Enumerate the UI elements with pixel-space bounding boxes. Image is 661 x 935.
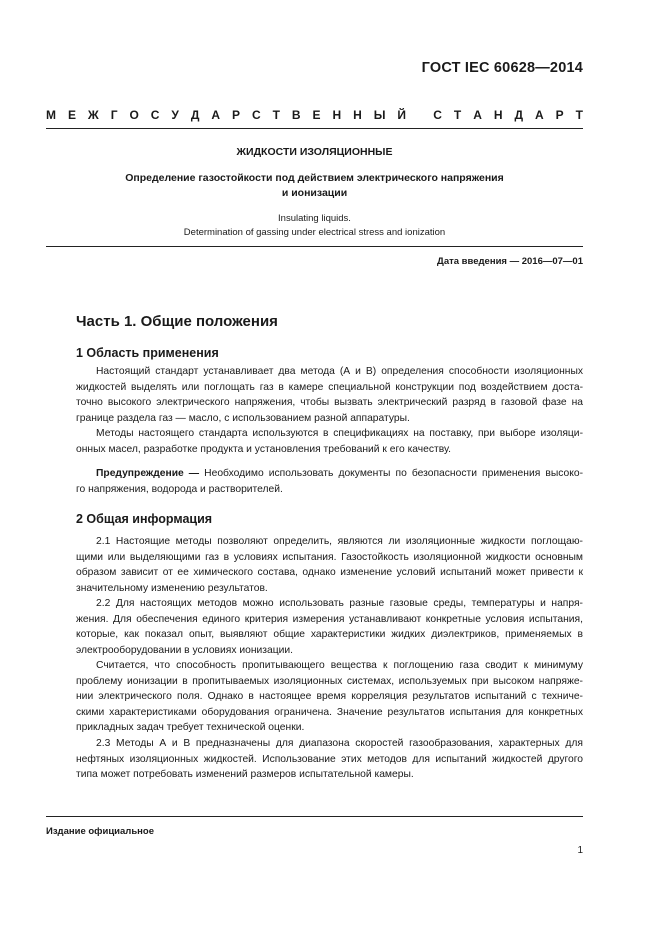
introduction-date: Дата введения — 2016—07—01	[437, 256, 583, 267]
text-line: образом зависит от ее химического состава, однако изменение условий испытаний может привести к	[76, 567, 583, 578]
banner-letter: Г	[110, 108, 118, 122]
page-number: 1	[577, 845, 583, 856]
text-line: скими характеристиками оборудования ограничена. Значение результатов испытания для конкретных	[76, 706, 583, 718]
banner-letter: Е	[312, 108, 321, 122]
text-line: типа может потребовать изменений размеров испытательной камеры.	[76, 769, 414, 780]
section-1-paragraph-1	[76, 364, 583, 426]
banner-letter: Т	[453, 108, 462, 122]
banner-letter: С	[150, 108, 160, 122]
banner-letter: Н	[493, 108, 503, 122]
banner-letter: Н	[353, 108, 362, 122]
banner-letter: А	[211, 108, 221, 122]
text-line: нии электрического поля. Однако в настоящее время корреляция результатов испытаний с техниче-	[76, 691, 583, 702]
clause-2-1	[76, 534, 583, 596]
warning-text: Необходимо использовать документы по безопасности применения высоко-	[199, 468, 583, 479]
banner-letter: Т	[272, 108, 280, 122]
document-title: ЖИДКОСТИ ИЗОЛЯЦИОННЫЕ	[236, 146, 393, 158]
banner-letter: Н	[332, 108, 342, 122]
banner-letter: Ж	[87, 108, 99, 122]
banner-letter: С	[251, 108, 261, 122]
text-line: Методы настоящего стандарта используются в спецификациях на поставку, при выборе изоляци-	[96, 428, 583, 439]
warning-label: Предупреждение —	[96, 468, 200, 479]
standard-number: ГОСТ IEC 60628—2014	[421, 60, 583, 76]
banner-gap	[418, 108, 421, 122]
document-subtitle	[46, 171, 583, 201]
clause-2-2-continued	[76, 658, 583, 736]
banner-letter: В	[291, 108, 301, 122]
section-1-paragraph-2	[76, 426, 583, 457]
interstate-standard-banner	[46, 108, 583, 122]
text-line: точно высокого электрического напряжения, чтобы вызвать электрический разряд в газовой фазе на	[76, 397, 583, 408]
english-title-line: Insulating liquids.	[278, 213, 351, 224]
banner-letter: Е	[67, 108, 76, 122]
text-line: 2.2 Для настоящих методов можно использовать разные газовые среды, температуры и напря-	[96, 598, 583, 609]
section-1-heading: 1 Область применения	[76, 346, 219, 360]
text-line: го напряжения, водорода и растворителей.	[76, 483, 283, 495]
english-title-line: Determination of gassing under electrical stress and ionization	[183, 227, 446, 238]
official-edition-label: Издание официальное	[46, 826, 154, 837]
text-line: 2.1 Настоящие методы позволяют определить, являются ли изоляционные жидкости поглощаю-	[96, 536, 583, 547]
text-line: щими или выделяющими газ в условиях испытания. Газостойкость изоляционной жидкости основным	[76, 551, 583, 563]
section-2-heading: 2 Общая информация	[76, 512, 213, 526]
clause-2-3	[76, 736, 583, 783]
text-line: нефтяных изоляционных жидкостей. Использование этих методов для испытаний жидкостей другого	[76, 753, 583, 765]
english-title	[46, 212, 583, 240]
banner-letter: Й	[397, 108, 407, 122]
text-line: онных масел, разработке продукта и установления требований к его качеству.	[76, 443, 451, 455]
title-rule	[46, 246, 583, 247]
text-line: Считается, что способность пропитывающего вещества к поглощению газа сводит к минимуму	[96, 660, 583, 671]
banner-rule	[46, 128, 583, 129]
banner-letter: М	[46, 108, 56, 122]
banner-letter: А	[473, 108, 482, 122]
text-line: границе раздела газ — масло, с использованием разной аппаратуры.	[76, 412, 410, 424]
text-line: электрооборудовании в условиях ионизации.	[76, 644, 293, 656]
banner-letter: Д	[514, 108, 524, 122]
text-line: прикладных задач требует технической оценки.	[76, 722, 305, 733]
banner-letter: Д	[190, 108, 200, 122]
banner-letter: Ы	[373, 108, 386, 122]
subtitle-line: Определение газостойкости под действием электрического напряжения	[125, 172, 504, 184]
banner-letter: Т	[575, 108, 583, 122]
footer-rule	[46, 816, 583, 817]
warning-paragraph	[76, 466, 583, 497]
banner-letter: О	[129, 108, 139, 122]
banner-letter: Р	[555, 108, 564, 122]
text-line: жения. Для обеспечения единого критерия измерения устанавливают конкретные условия испытания,	[76, 613, 583, 625]
text-line: которые, как показал опыт, выявляют общие характеристики жидких диэлектриков, применяемых в	[76, 629, 583, 640]
banner-letter: С	[433, 108, 442, 122]
banner-letter: У	[171, 108, 179, 122]
subtitle-line: и ионизации	[281, 187, 348, 199]
text-line: 2.3 Методы А и В предназначены для диапазона скоростей газообразования, характерных для	[96, 738, 583, 749]
text-line	[76, 466, 583, 482]
clause-2-2	[76, 596, 583, 658]
text-line: Настоящий стандарт устанавливает два метода (А и В) определения способности изоляционных	[96, 366, 583, 377]
part-title: Часть 1. Общие положения	[76, 313, 278, 330]
text-line: проблему ионизации в пропитываемых изоляционных системах, используемых при высоком напряже-	[76, 675, 583, 687]
text-line: значительному изменению результатов.	[76, 582, 268, 594]
text-line: жидкостей выделять или поглощать газ в камере специальной конструкции под воздействием доста-	[76, 381, 583, 393]
banner-letter: А	[534, 108, 544, 122]
banner-letter: Р	[231, 108, 240, 122]
